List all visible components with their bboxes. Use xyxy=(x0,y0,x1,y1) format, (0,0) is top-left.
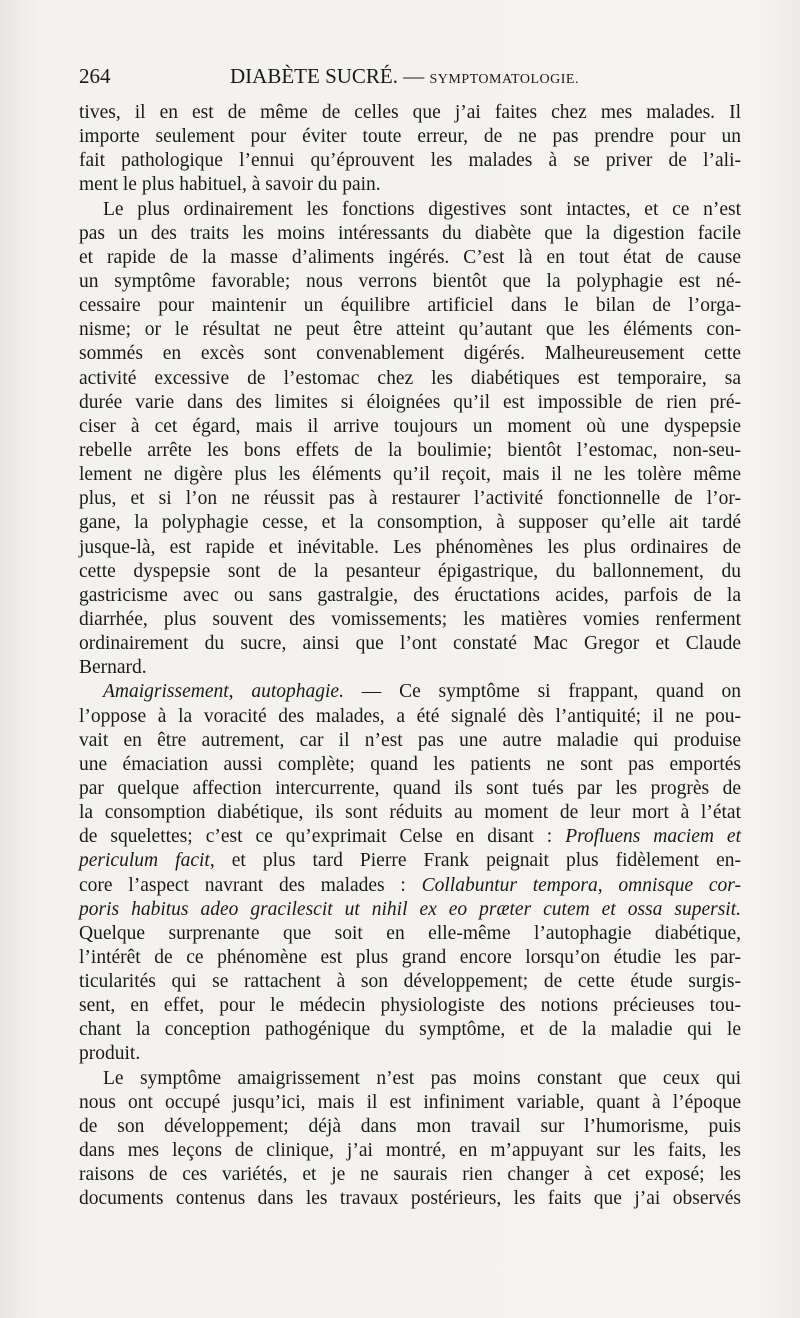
text-line: chant la conception pathogénique du symptôme, et de la maladie qui le xyxy=(79,1019,741,1041)
text-line xyxy=(79,680,741,704)
text-line: raisons de ces variétés, et je ne saurais rien changer à cet exposé; les xyxy=(79,1164,741,1186)
text-line xyxy=(79,825,741,849)
text-line: gastricisme avec ou sans gastralgie, des éructations acides, parfois de la xyxy=(79,584,741,606)
text-line xyxy=(79,898,741,922)
text-line: par quelque affection intercurrente, quand ils sont tués par les progrès de xyxy=(79,777,741,799)
text-line: produit. xyxy=(79,1043,141,1065)
text-line xyxy=(79,849,741,873)
text-run: de squelettes; c’est ce qu’exprimait Celse en disant : xyxy=(79,826,566,848)
text-line: activité excessive de l’estomac chez les diabétiques est temporaire, sa xyxy=(79,367,741,389)
text-line: rebelle arrête les bons effets de la boulimie; bientôt l’estomac, non-seu- xyxy=(79,439,741,461)
text-line: ment le plus habituel, à savoir du pain. xyxy=(79,174,381,196)
text-line: l’oppose à la voracité des malades, a été signalé dès l’antiquité; il ne pou- xyxy=(79,705,741,727)
italic-text: periculum facit xyxy=(79,850,210,872)
text-line: ticularités qui se rattachent à son développement; de cette étude surgis- xyxy=(79,971,741,993)
text-line: fait pathologique l’ennui qu’éprouvent les malades à se priver de l’ali- xyxy=(79,150,741,172)
text-line: gane, la polyphagie cesse, et la consomption, à supposer qu’elle ait tardé xyxy=(79,512,741,534)
text-line: sent, en effet, pour le médecin physiologiste des notions précieuses tou- xyxy=(79,995,741,1017)
running-title-section: SYMPTOMATOLOGIE. xyxy=(429,72,579,87)
italic-text: Profluens maciem et xyxy=(565,826,742,848)
text-line: diarrhée, plus souvent des vomissements; les matières vomies renferment xyxy=(79,608,741,630)
text-line: importe seulement pour éviter toute erreur, de ne pas prendre pour un xyxy=(79,126,741,148)
text-run: , xyxy=(228,681,252,703)
running-title xyxy=(230,64,579,89)
text-run: , et plus tard Pierre Frank peignait plus fidèlement en- xyxy=(209,850,741,872)
italic-text: poris habitus adeo gracilescit ut nihil ex eo præter cutem et ossa supersit. xyxy=(79,898,741,920)
text-line: Le plus ordinairement les fonctions digestives sont intactes, et ce n’est xyxy=(103,198,741,220)
italic-text: Amaigrissement xyxy=(103,681,229,703)
text-run: core l’aspect navrant des malades : xyxy=(79,874,422,896)
text-line: durée varie dans des limites si éloignées qu’il est impossible de rien pré- xyxy=(79,391,741,413)
page-number: 264 xyxy=(79,64,111,88)
text-line: documents contenus dans les travaux postérieurs, les faits que j’ai observés xyxy=(79,1188,741,1210)
text-line: sommés en excès sont convenablement digérés. Malheureusement cette xyxy=(79,343,741,365)
text-line: pas un des traits les moins intéressants du diabète que la digestion facile xyxy=(79,222,741,244)
text-line: cette dyspepsie sont de la pesanteur épigastrique, du ballonnement, du xyxy=(79,560,741,582)
running-header xyxy=(79,64,741,96)
text-line: Le symptôme amaigrissement n’est pas moins constant que ceux qui xyxy=(103,1067,741,1089)
text-line: l’intérêt de ce phénomène est plus grand encore lorsqu’on étudie les par- xyxy=(79,946,741,968)
text-line: de son développement; déjà dans mon travail sur l’humorisme, puis xyxy=(79,1115,741,1137)
text-line: lement ne digère plus les éléments qu’il reçoit, mais il ne les tolère même xyxy=(79,464,741,486)
text-line: et rapide de la masse d’aliments ingérés. C’est là en tout état de cause xyxy=(79,246,741,268)
text-line: un symptôme favorable; nous verrons bientôt que la polyphagie est né- xyxy=(79,270,741,292)
text-line: plus, et si l’on ne réussit pas à restaurer l’activité fonctionnelle de l’or- xyxy=(79,488,741,510)
text-line: dans mes leçons de clinique, j’ai montré, en m’appuyant sur les faits, les xyxy=(79,1140,741,1162)
text-line: Quelque surprenante que soit en elle-même l’autophagie diabétique, xyxy=(79,922,741,944)
text-line xyxy=(79,874,741,898)
text-line: Bernard. xyxy=(79,657,147,679)
text-line: tives, il en est de même de celles que j’ai faites chez mes malades. Il xyxy=(79,102,741,123)
text-line: cessaire pour maintenir un équilibre artificiel dans le bilan de l’orga- xyxy=(79,295,741,317)
running-title-main: DIABÈTE SUCRÉ. xyxy=(230,64,398,88)
text-line: une émaciation aussi complète; quand les patients ne sont pas emportés xyxy=(79,753,741,775)
text-line: la consomption diabétique, ils sont réduits au moment de leur mort à l’état xyxy=(79,802,741,824)
text-line: jusque-là, est rapide et inévitable. Les phénomènes les plus ordinaires de xyxy=(79,536,741,558)
text-line: nisme; or le résultat ne peut être atteint qu’autant que les éléments con- xyxy=(79,319,741,341)
italic-text: Collabuntur tempora, omnisque cor- xyxy=(421,874,741,896)
text-line: nous ont occupé jusqu’ici, mais il est infiniment variable, quant à l’époque xyxy=(79,1091,741,1113)
text-line: vait en être autrement, car il n’est pas une autre maladie qui produise xyxy=(79,729,741,751)
running-title-dash: — xyxy=(398,64,430,88)
text-run: — Ce symptôme si frappant, quand on xyxy=(343,681,741,703)
body-text xyxy=(79,101,741,1211)
italic-text: autophagie. xyxy=(251,681,344,703)
text-line: ordinairement du sucre, ainsi que l’ont constaté Mac Gregor et Claude xyxy=(79,633,741,655)
text-line: ciser à cet égard, mais il arrive toujours un moment où une dyspepsie xyxy=(79,415,741,437)
